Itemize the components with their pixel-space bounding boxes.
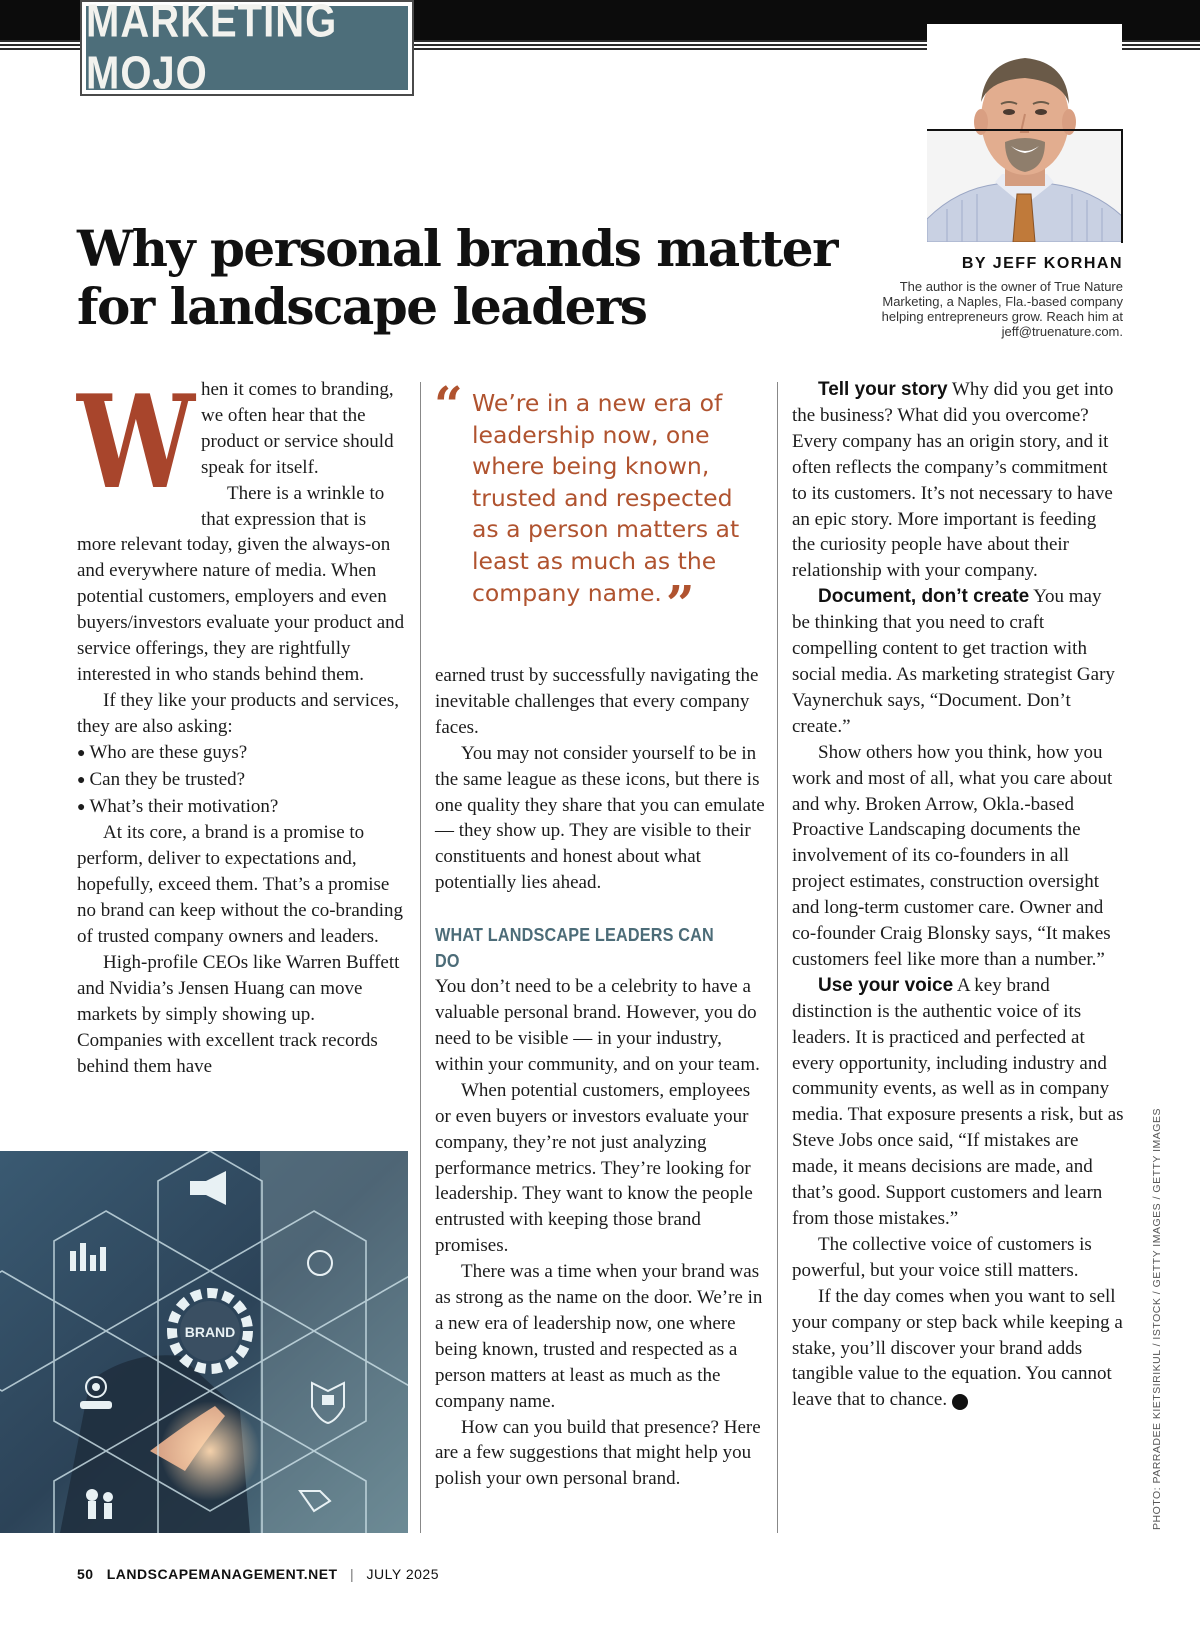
paragraph: When potential customers, employees or even buyers or investors evaluate your company, they’re not just analyzing performance metrics. They’re looking for leadership. They want to know the people entrusted with keeping those brand promises. xyxy=(435,1079,753,1257)
bullet-item: ● Who are these guys? xyxy=(77,740,405,767)
close-quote-icon: ” xyxy=(665,573,695,633)
headline: Why personal brands matter for landscape leaders xyxy=(77,219,837,336)
paragraph: High-profile CEOs like Warren Buffett and Nvidia’s Jensen Huang can move markets by simply showing up. Companies with excellent track records behind them have xyxy=(77,951,400,1077)
byline-name: BY JEFF KORHAN xyxy=(961,255,1123,272)
paragraph: The collective voice of customers is powerful, but your voice still matters. xyxy=(792,1233,1092,1281)
paragraph xyxy=(792,1284,1124,1414)
column-1 xyxy=(77,368,405,1079)
run-in-head: Document, don’t create xyxy=(818,586,1030,608)
folio xyxy=(77,1566,439,1582)
paragraph: You don’t need to be a celebrity to have a valuable personal brand. However, you do need to be visible — in your industry, within your community, and on your team. xyxy=(435,976,760,1075)
paragraph xyxy=(792,377,1124,584)
paragraph: At its core, a brand is a promise to perform, deliver to expectations and, hopefully, exceed them. That’s a promise no brand can keep without the co-branding of trusted company owners and leaders. xyxy=(77,822,404,948)
column-rule xyxy=(420,382,421,1533)
paragraph: There is a wrinkle to that expression that is more relevant today, given the always-on and everywhere nature of media. When potential customers, employers and even buyers/investors evaluate your product and service offerings, they are rightfully interested in who stands behind them. xyxy=(77,482,405,685)
paragraph: You may not consider yourself to be in the same league as these icons, but there is one quality they share that you can emulate — they show up. They are visible to their constituents and honest about what potentially lies ahead. xyxy=(435,742,765,894)
paragraph: How can you build that presence? Here are a few suggestions that might help you polish your own personal brand. xyxy=(435,1416,761,1490)
brand-hexagon-illustration xyxy=(0,1151,408,1533)
pull-quote-text: We’re in a new era of leadership now, one where being known, trusted and respected as a person matters at least as much as the company name. xyxy=(472,389,740,607)
bullet-item: ● What’s their motivation? xyxy=(77,794,405,821)
column-rule xyxy=(777,382,778,1533)
paragraph-text: Why did you get into the business? What did you overcome? Every company has an origin story, and it often reflects the company’s commitment to its customers. It’s not necessary to have an epic story. More important is feeding the curiosity people have about their relationship with your company. xyxy=(792,379,1114,582)
site-name: LANDSCAPEMANAGEMENT.NET xyxy=(106,1566,338,1582)
author-portrait-illustration xyxy=(927,24,1122,242)
column-2 xyxy=(435,663,768,1492)
section-badge-panel xyxy=(86,0,408,99)
paragraph: If they like your products and services, they are also asking: xyxy=(77,689,399,737)
brand-center-label: BRAND xyxy=(184,1324,236,1340)
bullet-item: ● Can they be trusted? xyxy=(77,767,405,794)
page-number: 50 xyxy=(77,1566,94,1582)
paragraph xyxy=(792,584,1124,739)
paragraph: earned trust by successfully navigating the inevitable challenges that every company faces. xyxy=(435,665,759,738)
end-mark-icon: LM xyxy=(952,1394,968,1410)
byline-bio: The author is the owner of True Nature Marketing, a Naples, Fla.-based company helping entrepreneurs grow. Reach him at jeff@truenature.com. xyxy=(881,279,1123,339)
paragraph: hen it comes to branding, we often hear that the product or service should speak for itself. xyxy=(201,379,394,478)
paragraph: There was a time when your brand was as strong as the name on the door. We’re in a new era of leadership now, one where being known, trusted and respected as a person matters at least as much as the company name. xyxy=(435,1261,763,1412)
column-3 xyxy=(792,377,1124,1413)
author-photo xyxy=(927,24,1122,242)
dropcap xyxy=(77,368,195,518)
subhead: WHAT LANDSCAPE LEADERS CAN DO xyxy=(435,925,714,972)
brand-illustration xyxy=(0,1151,408,1533)
bullet-list xyxy=(77,740,405,821)
issue-date: JULY 2025 xyxy=(366,1566,439,1582)
section-badge xyxy=(80,0,414,99)
open-quote-icon: “ xyxy=(434,375,463,434)
paragraph-text: If the day comes when you want to sell your company or step back while keeping a stake, you’ll discover your brand adds tangible value to the equation. You cannot leave that to chance. xyxy=(792,1285,1123,1411)
paragraph xyxy=(792,973,1124,1232)
photo-credit: PHOTO: PARRADEE KIETSIRIKUL / ISTOCK / GETTY IMAGES / GETTY IMAGES xyxy=(1151,1108,1163,1530)
dropcap-letter: W xyxy=(77,368,195,518)
pull-quote-body xyxy=(436,388,756,633)
pull-quote xyxy=(434,375,756,633)
paragraph-text: You may be thinking that you need to craft compelling content to get traction with social media. As marketing strategist Gary Vaynerchuk says, “Document. Don’t create.” xyxy=(792,586,1115,737)
paragraph-text: A key brand distinction is the authentic voice of its leaders. It is practiced and perfected at every opportunity, including industry and community events, as well as in company media. That exposure presents a risk, but as Steve Jobs once said, “If mistakes are made, it means decisions are made, and that’s good. Support customers and learn from those mistakes.” xyxy=(792,974,1124,1229)
paragraph: Show others how you think, how you work and most of all, what you care about and why. Broken Arrow, Okla.-based Proactive Landscaping documents the involvement of its co-founders in all project estimates, construction oversight and long-term customer care. Owner and co-founder Craig Blonsky says, “It makes customers feel like more than a number.” xyxy=(792,741,1113,970)
run-in-head: Tell your story xyxy=(818,379,948,400)
folio-separator: | xyxy=(349,1566,355,1582)
run-in-head: Use your voice xyxy=(818,974,954,996)
byline xyxy=(853,255,1123,339)
section-label: MARKETING MOJO xyxy=(86,0,338,99)
